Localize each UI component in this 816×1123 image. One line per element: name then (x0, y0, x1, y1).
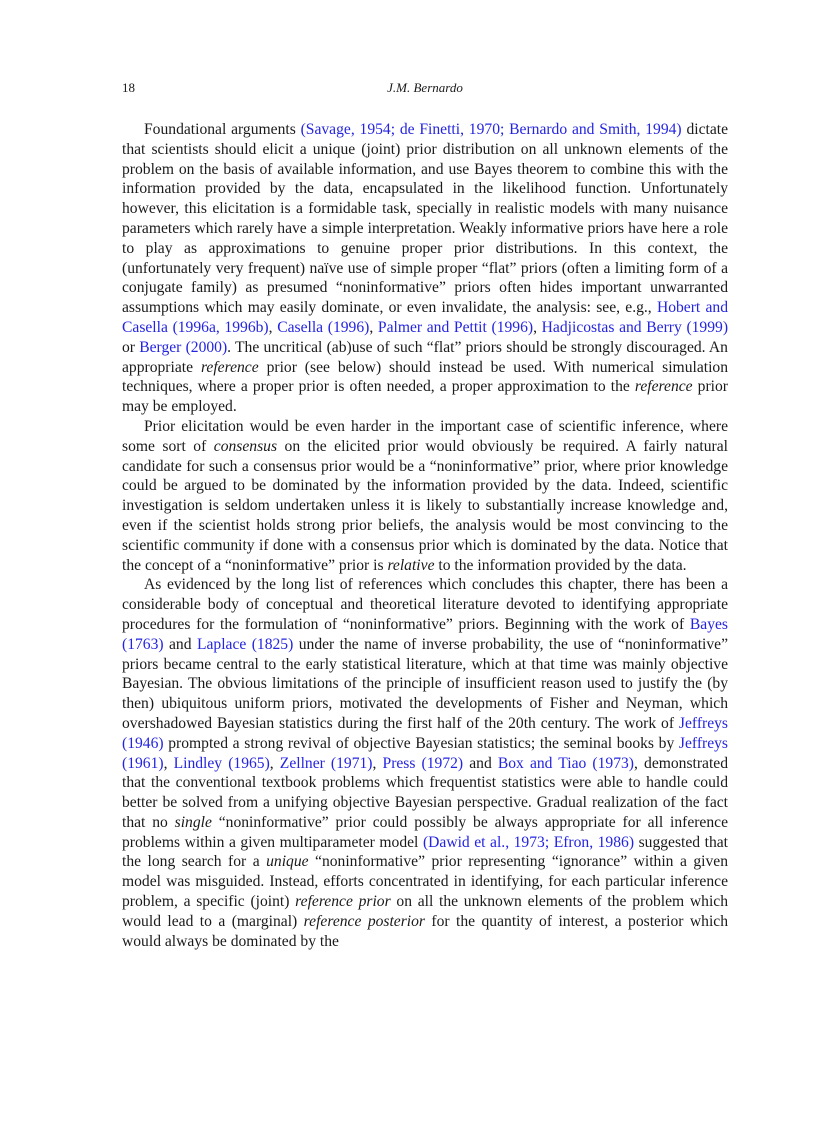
text-run: “noninformative” prior representing “ignorance” within a given model was misguided. Instead, efforts concentrated in identifying, for each particular inference problem, a specific (joint) (122, 853, 728, 911)
citation-link[interactable]: Jeffreys (1961) (122, 734, 728, 772)
running-title: J.M. Bernardo (387, 80, 463, 95)
text-run: , (369, 318, 378, 336)
emphasis-text: consensus (213, 437, 278, 455)
text-run: Foundational arguments (144, 121, 301, 138)
citation-link[interactable]: Press (1972) (382, 754, 464, 772)
paragraph (122, 417, 728, 575)
text-run: , (268, 318, 278, 336)
emphasis-text: unique (266, 853, 309, 871)
text-run: . The uncritical (ab)use of such “flat” priors should be strongly discouraged. An appropriate (122, 338, 728, 376)
emphasis-text: reference (634, 378, 693, 396)
emphasis-text: reference (200, 358, 259, 376)
text-run: dictate that scientists should elicit a unique (joint) prior distribution on all unknown elements of the problem on the basis of available information, and use Bayes theorem to combine this with the information provided by the data, encapsulated in the likelihood function. Unfortunately however, this elicitation is a formidable task, specially in realistic models with many nuisance parameters which rarely have a simple interpretation. Weakly informative priors have here a role to play as approximations to genuine proper prior distributions. In this context, the (unfortunately very frequent) naïve use of simple proper “flat” priors (often a limiting form of a conjugate family) as presumed “noninformative” priors often hides important unwarranted assumptions which may easily dominate, or even invalidate, the analysis: see, e.g., (122, 121, 729, 317)
text-run: and (463, 754, 498, 772)
text-run: or (122, 338, 140, 356)
paragraph (122, 575, 728, 951)
text-run: Prior elicitation would be even harder in the important case of scientific inference, where some sort of (122, 417, 728, 455)
text-run: , (533, 318, 542, 336)
text-run: on all the unknown elements of the problem which would lead to a (marginal) (122, 893, 729, 930)
citation-link[interactable]: Palmer and Pettit (1996) (377, 318, 534, 336)
text-run: , (269, 754, 280, 772)
text-run: for the quantity of interest, a posterior which would always be dominated by the (122, 912, 728, 950)
text-run: and (163, 635, 197, 653)
text-run: under the name of inverse probability, the use of “noninformative” priors became central to the early statistical literature, which at that time was mainly objective Bayesian. The obvious limitations of the principle of insufficient reason used to justify the (by then) ubiquitous uniform priors, motivated the developments of Fisher and Neyman, which overshadowed Bayesian statistics during the first half of the 20th century. The work of (122, 635, 729, 732)
citation-link[interactable]: Casella (1996) (277, 318, 370, 336)
text-run: As evidenced by the long list of references which concludes this chapter, there has been a considerable body of conceptual and theoretical literature devoted to identifying appropriate procedures for the formulation of “noninformative” priors. Beginning with the work of (122, 576, 728, 633)
text-run: prompted a strong revival of objective Bayesian statistics; the seminal books by (163, 734, 679, 752)
page-header (122, 80, 728, 100)
citation-link[interactable]: Hobert and Casella (1996a, 1996b) (122, 299, 728, 336)
citation-link[interactable]: Box and Tiao (1973) (497, 754, 635, 772)
text-run: to the information provided by the data. (434, 556, 687, 574)
emphasis-text: reference posterior (303, 912, 425, 930)
text-run: suggested that the long search for a (122, 833, 728, 871)
citation-link[interactable]: Laplace (1825) (196, 635, 294, 653)
emphasis-text: single (174, 813, 212, 831)
emphasis-text: relative (387, 556, 435, 574)
citation-link[interactable]: Zellner (1971) (279, 754, 373, 772)
text-run: , demonstrated that the conventional textbook problems which frequentist statistics were able to handle could better be solved from a unifying objective Bayesian perspective. Gradual realization of the fact that no (122, 754, 729, 831)
paragraph (122, 120, 728, 417)
text-run: , (163, 754, 174, 772)
emphasis-text: reference prior (295, 893, 391, 911)
text-run: on the elicited prior would obviously be required. A fairly natural candidate for such a consensus prior would be a “noninformative” prior, where prior knowledge could be argued to be dominated by the information provided by the data. Indeed, scientific investigation is seldom undertaken unless it is likely to substantially increase knowledge and, even if the scientist holds strong prior beliefs, the analysis would be most convincing to the scientific community if done with a consensus prior which is dominated by the data. Notice that the concept of a “noninformative” prior is (122, 437, 728, 574)
citation-link[interactable]: Jeffreys (1946) (122, 714, 728, 752)
text-run: prior (see below) should instead be used. With numerical simulation techniques, where a proper prior is often needed, a proper approximation to the (122, 358, 729, 396)
citation-link[interactable]: (Savage, 1954; de Finetti, 1970; Bernardo and Smith, 1994) (300, 121, 682, 138)
text-run: prior may be employed. (122, 378, 728, 416)
page-number: 18 (122, 80, 135, 95)
citation-link[interactable]: (Dawid et al., 1973; Efron, 1986) (422, 833, 635, 851)
text-run: “noninformative” prior could possibly be always appropriate for all inference problems within a given multiparameter model (122, 813, 728, 851)
citation-link[interactable]: Berger (2000) (139, 338, 228, 356)
citation-link[interactable]: Bayes (1763) (122, 615, 728, 653)
text-run: , (372, 754, 383, 772)
body-text (122, 120, 728, 951)
citation-link[interactable]: Hadjicostas and Berry (1999) (541, 318, 729, 336)
citation-link[interactable]: Lindley (1965) (173, 754, 270, 772)
